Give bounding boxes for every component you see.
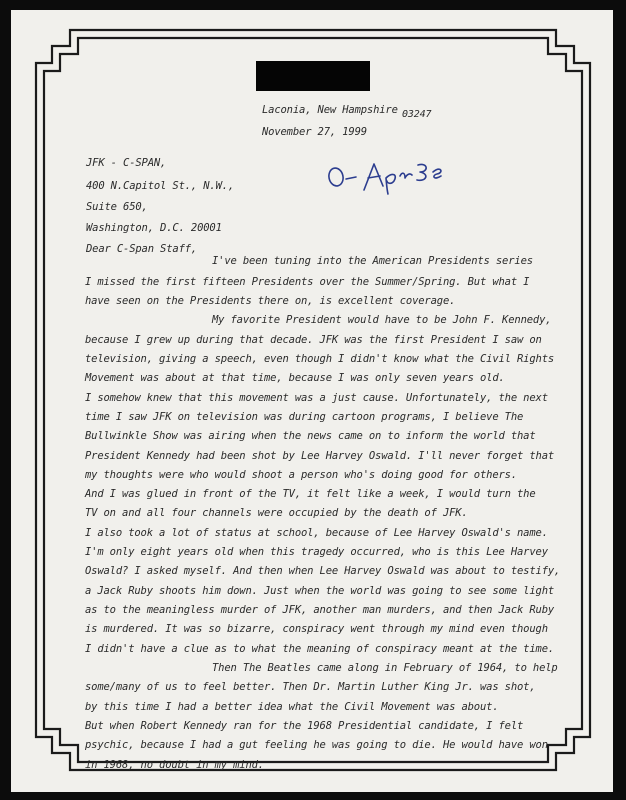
body-line: I'm only eight years old when this tragedy occurred, who is this Lee Harvey (85, 546, 548, 558)
body-line: I somehow knew that this movement was a just cause. Unfortunately, the next (85, 392, 548, 404)
sender-zip: 03247 (402, 109, 432, 120)
letter-date: November 27, 1999 (262, 126, 367, 138)
body-line: Movement was about at that time, because I was only seven years old. (85, 372, 505, 384)
sender-location: Laconia, New Hampshire (262, 104, 398, 116)
body-line: time I saw JFK on television was during cartoon programs, I believe The (85, 411, 524, 423)
body-line: psychic, because I had a gut feeling he was going to die. He would have won (85, 739, 548, 751)
body-line: Then The Beatles came along in February of 1964, to help (212, 662, 558, 674)
recipient-line: JFK - C-SPAN, (86, 157, 167, 169)
body-line: But when Robert Kennedy ran for the 1968 Presidential candidate, I felt (85, 720, 524, 732)
body-line: My favorite President would have to be John F. Kennedy, (212, 314, 552, 326)
body-line: President Kennedy had been shot by Lee Harvey Oswald. I'll never forget that (85, 450, 555, 462)
body-line: is murdered. It was so bizarre, conspiracy went through my mind even though (85, 623, 548, 635)
body-line: Oswald? I asked myself. And then when Lee Harvey Oswald was about to testify, (85, 565, 561, 577)
body-line: by this time I had a better idea what the Civil Movement was about. (85, 701, 499, 713)
redacted-name (256, 61, 370, 91)
body-line: I missed the first fifteen Presidents over the Summer/Spring. But what I (85, 276, 530, 288)
handwritten-note (320, 150, 490, 200)
salutation: Dear C-Span Staff, (86, 243, 198, 255)
body-line: my thoughts were who would shoot a person who's doing good for others. (85, 469, 518, 481)
recipient-line: Suite 650, (86, 201, 148, 213)
body-line: I've been tuning into the American Presidents series (212, 255, 533, 267)
body-line: in 1968, no doubt in my mind. (85, 759, 264, 771)
body-line: I didn't have a clue as to what the meaning of conspiracy meant at the time. (85, 643, 555, 655)
body-line: have seen on the Presidents there on, is excellent coverage. (85, 295, 456, 307)
body-line: a Jack Ruby shoots him down. Just when the world was going to see some light (85, 585, 555, 597)
body-line: And I was glued in front of the TV, it felt like a week, I would turn the (85, 488, 536, 500)
body-line: TV on and all four channels were occupied by the death of JFK. (85, 507, 468, 519)
body-line: some/many of us to feel better. Then Dr. Martin Luther King Jr. was shot, (85, 681, 536, 693)
body-line: because I grew up during that decade. JFK was the first President I saw on (85, 334, 542, 346)
body-line: Bullwinkle Show was airing when the news came on to inform the world that (85, 430, 536, 442)
recipient-line: 400 N.Capitol St., N.W., (86, 180, 235, 192)
body-line: I also took a lot of status at school, because of Lee Harvey Oswald's name. (85, 527, 548, 539)
body-line: as to the meaningless murder of JFK, another man murders, and then Jack Ruby (85, 604, 555, 616)
body-line: television, giving a speech, even though I didn't know what the Civil Rights (85, 353, 555, 365)
recipient-line: Washington, D.C. 20001 (86, 222, 222, 234)
